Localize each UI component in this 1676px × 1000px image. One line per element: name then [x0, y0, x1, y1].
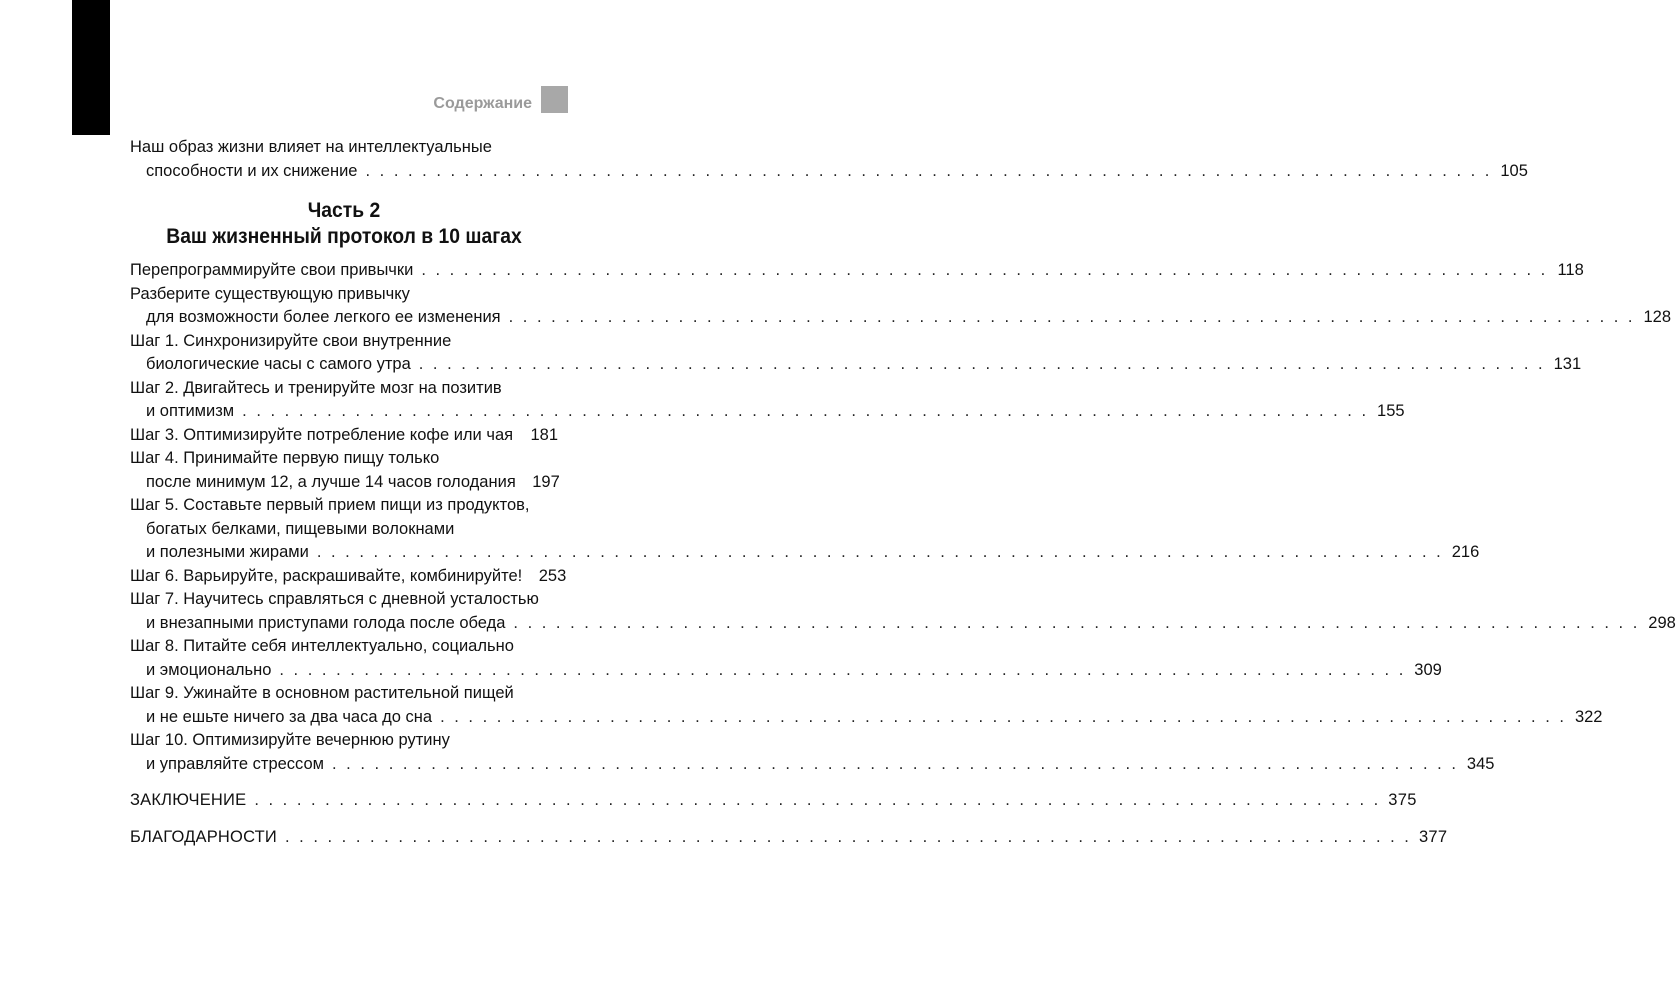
toc-entry-title: БЛАГОДАРНОСТИ [130, 827, 277, 846]
toc-entry-title: Шаг 3. Оптимизируйте потребление кофе или чая [130, 425, 514, 444]
dot-leader: . . . . . . . . . . . . . . . . . . . . . . . . . . . . . . . . . . . . . . . . . . . . . . . . . . . . . . . . . . . . . . . . . . . . . . . . . . . . . . . . [332, 754, 1459, 773]
toc-entry-line [130, 789, 1417, 813]
toc-entry[interactable] [130, 565, 567, 589]
toc-entry-line [130, 541, 1480, 565]
toc-page-number: 105 [1500, 161, 1528, 180]
toc-entry-line [130, 494, 558, 518]
dot-leader: . . . . . . . . . . . . . . . . . . . . . . . . . . . . . . . . . . . . . . . . . . . . . . . . . . . . . . . . . . . . . . . . . . . . . . . . . . . . . . . . [418, 355, 1546, 373]
toc-entry-line [130, 283, 558, 307]
toc-entry-line [130, 565, 567, 589]
toc-top-section [130, 136, 1528, 183]
dot-leader: . . . . . . . . . . . . . . . . . . . . . . . . . . . . . . . . . . . . . . . . . . . . . . . . . . . . . . . . . . . . . . . . . . . . . . . . . . . . . . . . [316, 543, 1444, 561]
toc-entry-line [130, 659, 1442, 683]
toc-entry-title: Шаг 6. Варьируйте, раскрашивайте, комбинируйте! [130, 566, 523, 585]
toc-page-number: 131 [1553, 355, 1582, 373]
dot-leader: . . . . . . . . . . . . . . . . . . . . . . . . . . . . . . . . . . . . . . . . . . . . . . . . . . . . . . . . . . . . . . . . . . . . . . . . . . . . . . . . [440, 707, 1567, 726]
toc-closing-entry[interactable] [130, 789, 1417, 813]
toc-entry-line [130, 729, 558, 753]
toc-entry-line [130, 612, 1676, 636]
header-square-marker [541, 86, 568, 113]
dot-leader: . . . . . . . . . . . . . . . . . . . . . . . . . . . . . . . . . . . . . . . . . . . . . . . . . . . . . . . . . . . . . . . . . . . . . . . . . . . . . . . . [513, 613, 1640, 632]
toc-entry-title: Шаг 1. Синхронизируйте свои внутренние [130, 331, 452, 350]
toc-entry-title: способности и их снижение [146, 161, 358, 180]
toc-entry-title: и не ешьте ничего за два часа до сна [146, 707, 433, 726]
toc-entry-line [130, 377, 558, 401]
toc-entry-title: и управляйте стрессом [146, 754, 325, 773]
toc-entry-line [130, 706, 1603, 730]
toc-entry-title: и полезными жирами [146, 543, 309, 561]
toc-entry-line [130, 259, 1584, 283]
toc-page-number: 322 [1574, 707, 1603, 726]
dot-leader: . . . . . . . . . . . . . . . . . . . . . . . . . . . . . . . . . . . . . . . . . . . . . . . . . . . . . . . . . . . . . . . . . . . . . . . . . . . . . . . . [421, 261, 1548, 279]
toc-entry-title: Наш образ жизни влияет на интеллектуальные [130, 138, 492, 156]
part-title: Ваш жизненный протокол в 10 шагах [166, 225, 522, 248]
toc-entry-title: Шаг 5. Составьте первый прием пищи из продуктов, [130, 496, 530, 514]
dot-leader: . . . . . . . . . . . . . . . . . . . . . . . . . . . . . . . . . . . . . . . . . . . . . . . . . . . . . . . . . . . . . . . . . . . . . . . . . . . . . . . . [365, 161, 1492, 180]
toc-entry-title: Перепрограммируйте свои привычки [130, 261, 414, 279]
toc-page-number: 375 [1388, 791, 1417, 809]
running-header-title: Содержание [433, 95, 532, 112]
dot-leader: . . . . . . . . . . . . . . . . . . . . . . . . . . . . . . . . . . . . . . . . . . . . . . . . . . . . . . . . . . . . . . . . . . . . . . . . . . . . . . . . [254, 791, 1381, 809]
toc-entry-line [130, 353, 1582, 377]
toc-entry-title: Шаг 10. Оптимизируйте вечернюю рутину [130, 731, 450, 749]
toc-entry-line [130, 306, 1672, 330]
toc-page-number: 298 [1648, 613, 1676, 632]
toc-entry-line [130, 471, 558, 495]
toc-entry-title: и внезапными приступами голода после обеда [146, 613, 506, 632]
part-heading [130, 198, 558, 250]
toc-entry-line [130, 136, 558, 160]
toc-entry[interactable] [130, 330, 1582, 377]
toc-entry-line [130, 635, 558, 659]
chapter-tab-marker [72, 0, 110, 135]
dot-leader: . . . . . . . . . . . . . . . . . . . . . . . . . . . . . . . . . . . . . . . . . . . . . . . . . . . . . . . . . . . . . . . . . . . . . . . . . . . . . . . . [279, 660, 1406, 679]
dot-leader [521, 424, 522, 448]
toc-entry-title: биологические часы с самого утра [146, 355, 411, 373]
toc-closing-entry[interactable] [130, 826, 1448, 850]
toc-entry-line [130, 160, 1528, 184]
part-number: Часть 2 [307, 199, 381, 222]
toc-entry[interactable] [130, 424, 558, 448]
toc-entry-title: Шаг 2. Двигайтесь и тренируйте мозг на позитив [130, 378, 502, 397]
toc-page-number: 377 [1418, 827, 1448, 846]
toc-entry-title: после минимум 12, а лучше 14 часов голодания [146, 472, 516, 491]
dot-leader: . . . . . . . . . . . . . . . . . . . . . . . . . . . . . . . . . . . . . . . . . . . . . . . . . . . . . . . . . . . . . . . . . . . . . . . . . . . . . . . . [508, 308, 1636, 326]
toc-page-number: 345 [1466, 754, 1495, 773]
toc-entry-line [130, 330, 558, 354]
toc-entry[interactable] [130, 283, 1672, 330]
toc-page-number: 118 [1557, 261, 1584, 279]
toc-entry[interactable] [130, 682, 1603, 729]
toc-entry[interactable] [130, 136, 1528, 183]
toc-entry-title: ЗАКЛЮЧЕНИЕ [130, 791, 247, 809]
toc-entry-line [130, 447, 558, 471]
toc-entry[interactable] [130, 635, 1442, 682]
dot-leader: . . . . . . . . . . . . . . . . . . . . . . . . . . . . . . . . . . . . . . . . . . . . . . . . . . . . . . . . . . . . . . . . . . . . . . . . . . . . . . . . [284, 827, 1412, 846]
toc-entry-line [130, 424, 558, 448]
toc-entry[interactable] [130, 729, 1495, 776]
toc-page-number: 181 [530, 425, 558, 444]
toc-entry[interactable] [130, 259, 1584, 283]
toc-entry-title: богатых белками, пищевыми волокнами [146, 519, 455, 538]
toc-entry-line [130, 400, 1405, 424]
toc-entry-line [130, 588, 558, 612]
toc-entry-line [130, 826, 1448, 850]
toc-page-number: 197 [532, 472, 560, 491]
toc-entry-line [130, 753, 1495, 777]
toc-page-number: 253 [538, 566, 567, 585]
toc-entry-title: Шаг 4. Принимайте первую пищу только [130, 449, 440, 467]
toc-page-number: 216 [1451, 543, 1480, 561]
toc-entry-title: и эмоционально [146, 660, 272, 679]
dot-leader: . . . . . . . . . . . . . . . . . . . . . . . . . . . . . . . . . . . . . . . . . . . . . . . . . . . . . . . . . . . . . . . . . . . . . . . . . . . . . . . . [242, 402, 1369, 420]
toc-page-number: 309 [1414, 660, 1442, 679]
toc-entry-title: Шаг 8. Питайте себя интеллектуально, социально [130, 637, 514, 655]
toc-entry-title: Шаг 7. Научитесь справляться с дневной усталостью [130, 590, 539, 608]
toc-main-section [130, 259, 1676, 849]
toc-entry[interactable] [130, 588, 1676, 635]
toc-page-number: 155 [1377, 402, 1405, 420]
toc-entry[interactable] [130, 494, 1480, 565]
toc-page-number: 128 [1643, 308, 1672, 326]
toc-entry-title: Разберите существующую привычку [130, 284, 410, 303]
toc-entry-title: и оптимизм [146, 402, 235, 420]
toc-entry-line [130, 682, 558, 706]
toc-entry[interactable] [130, 447, 558, 494]
toc-entry-title: для возможности более легкого ее изменения [146, 308, 501, 326]
toc-entry[interactable] [130, 377, 1405, 424]
toc-entry-line [130, 518, 558, 542]
toc-entry-title: Шаг 9. Ужинайте в основном растительной пищей [130, 684, 514, 702]
